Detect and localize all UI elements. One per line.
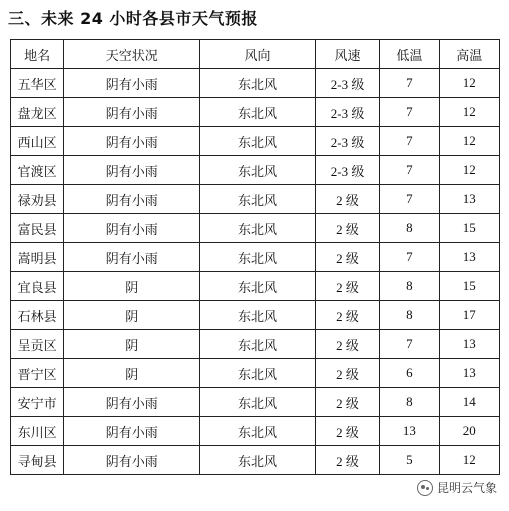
cell-sky: 阴 — [64, 330, 200, 359]
cell-wind-speed: 2 级 — [315, 446, 379, 475]
cell-wind-direction: 东北风 — [200, 272, 316, 301]
cell-wind-speed: 2 级 — [315, 214, 379, 243]
cell-wind-speed: 2 级 — [315, 359, 379, 388]
table-row — [11, 417, 500, 446]
cell-wind-speed: 2 级 — [315, 243, 379, 272]
cell-wind-direction: 东北风 — [200, 417, 316, 446]
county-forecast-table — [10, 39, 500, 475]
cell-high-temp: 12 — [439, 98, 499, 127]
cell-high-temp: 15 — [439, 214, 499, 243]
cell-place: 东川区 — [11, 417, 64, 446]
cell-sky: 阴 — [64, 272, 200, 301]
cell-wind-direction: 东北风 — [200, 185, 316, 214]
table-row — [11, 446, 500, 475]
cell-sky: 阴 — [64, 301, 200, 330]
cell-wind-speed: 2-3 级 — [315, 69, 379, 98]
cell-wind-speed: 2 级 — [315, 301, 379, 330]
cell-place: 呈贡区 — [11, 330, 64, 359]
cell-place: 晋宁区 — [11, 359, 64, 388]
table-header-row — [11, 40, 500, 69]
cell-wind-speed: 2 级 — [315, 417, 379, 446]
cell-place: 宜良县 — [11, 272, 64, 301]
cell-high-temp: 12 — [439, 446, 499, 475]
cell-sky: 阴有小雨 — [64, 214, 200, 243]
cell-wind-direction: 东北风 — [200, 330, 316, 359]
header-low-temp: 低温 — [380, 40, 439, 69]
cell-low-temp: 7 — [380, 98, 439, 127]
table-row — [11, 69, 500, 98]
table-row — [11, 272, 500, 301]
watermark-text: 昆明云气象 — [436, 481, 497, 495]
cell-wind-direction: 东北风 — [200, 214, 316, 243]
header-wind-speed: 风速 — [315, 40, 379, 69]
header-wind-direction: 风向 — [200, 40, 316, 69]
cell-low-temp: 7 — [380, 185, 439, 214]
table-row — [11, 185, 500, 214]
table-row — [11, 214, 500, 243]
cell-low-temp: 8 — [380, 301, 439, 330]
cell-place: 石林县 — [11, 301, 64, 330]
table-row — [11, 359, 500, 388]
cell-low-temp: 7 — [380, 243, 439, 272]
cell-high-temp: 20 — [439, 417, 499, 446]
cell-sky: 阴有小雨 — [64, 185, 200, 214]
cell-place: 官渡区 — [11, 156, 64, 185]
header-place: 地名 — [11, 40, 64, 69]
cell-high-temp: 13 — [439, 243, 499, 272]
cell-wind-direction: 东北风 — [200, 359, 316, 388]
cell-low-temp: 8 — [380, 388, 439, 417]
cell-wind-speed: 2 级 — [315, 330, 379, 359]
cell-low-temp: 13 — [380, 417, 439, 446]
cell-low-temp: 8 — [380, 272, 439, 301]
cell-high-temp: 12 — [439, 127, 499, 156]
cell-low-temp: 7 — [380, 69, 439, 98]
cell-low-temp: 5 — [380, 446, 439, 475]
cell-place: 禄劝县 — [11, 185, 64, 214]
cell-place: 嵩明县 — [11, 243, 64, 272]
cell-place: 安宁市 — [11, 388, 64, 417]
cell-high-temp: 13 — [439, 359, 499, 388]
table-row — [11, 330, 500, 359]
cell-sky: 阴有小雨 — [64, 98, 200, 127]
cell-sky: 阴有小雨 — [64, 417, 200, 446]
cell-place: 西山区 — [11, 127, 64, 156]
cell-sky: 阴有小雨 — [64, 388, 200, 417]
table-row — [11, 156, 500, 185]
cell-place: 富民县 — [11, 214, 64, 243]
cell-wind-direction: 东北风 — [200, 69, 316, 98]
cell-high-temp: 12 — [439, 156, 499, 185]
cell-wind-speed: 2 级 — [315, 272, 379, 301]
cell-place: 五华区 — [11, 69, 64, 98]
table-row — [11, 243, 500, 272]
cell-wind-direction: 东北风 — [200, 243, 316, 272]
cell-high-temp: 17 — [439, 301, 499, 330]
cell-wind-speed: 2 级 — [315, 185, 379, 214]
cell-low-temp: 6 — [380, 359, 439, 388]
table-row — [11, 127, 500, 156]
watermark — [417, 479, 497, 496]
cell-sky: 阴 — [64, 359, 200, 388]
cell-sky: 阴有小雨 — [64, 446, 200, 475]
cell-sky: 阴有小雨 — [64, 127, 200, 156]
cell-sky: 阴有小雨 — [64, 69, 200, 98]
cell-wind-direction: 东北风 — [200, 98, 316, 127]
header-sky: 天空状况 — [64, 40, 200, 69]
cell-low-temp: 7 — [380, 330, 439, 359]
cell-wind-speed: 2-3 级 — [315, 156, 379, 185]
cell-low-temp: 7 — [380, 127, 439, 156]
cell-wind-speed: 2-3 级 — [315, 127, 379, 156]
cell-wind-direction: 东北风 — [200, 127, 316, 156]
cell-wind-direction: 东北风 — [200, 446, 316, 475]
table-row — [11, 301, 500, 330]
cell-sky: 阴有小雨 — [64, 243, 200, 272]
cell-wind-direction: 东北风 — [200, 156, 316, 185]
cell-low-temp: 8 — [380, 214, 439, 243]
cell-place: 寻甸县 — [11, 446, 64, 475]
table-body — [11, 69, 500, 475]
header-high-temp: 高温 — [439, 40, 499, 69]
wechat-icon — [417, 480, 433, 496]
cell-low-temp: 7 — [380, 156, 439, 185]
table-row — [11, 388, 500, 417]
cell-high-temp: 12 — [439, 69, 499, 98]
cell-high-temp: 15 — [439, 272, 499, 301]
cell-sky: 阴有小雨 — [64, 156, 200, 185]
section-heading: 三、未来 24 小时各县市天气预报 — [8, 9, 258, 28]
cell-high-temp: 13 — [439, 330, 499, 359]
cell-high-temp: 13 — [439, 185, 499, 214]
cell-high-temp: 14 — [439, 388, 499, 417]
cell-wind-direction: 东北风 — [200, 388, 316, 417]
cell-wind-speed: 2 级 — [315, 388, 379, 417]
cell-wind-speed: 2-3 级 — [315, 98, 379, 127]
table-row — [11, 98, 500, 127]
cell-place: 盘龙区 — [11, 98, 64, 127]
cell-wind-direction: 东北风 — [200, 301, 316, 330]
